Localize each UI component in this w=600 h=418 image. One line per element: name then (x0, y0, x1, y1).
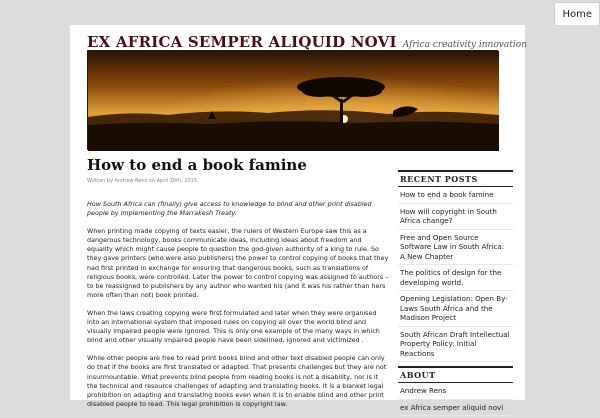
sidebar (398, 170, 513, 416)
recent-post-link[interactable]: Opening Legislation: Open By-Laws South Africa and the Madison Project (398, 291, 513, 327)
post-paragraph: When printing made copying of texts easier, the rulers of Western Europe saw this as a dangerous technology, books communicate ideas, including ideas about freedom and equality which might cause people to question the god-given authority of a king to rule. So they gave printers (who were also publishers) the power to control copying of books that they had first printed in exchange for ensuring that dangerous books, such as translations of religious books, were controlled. Later the power to control copying was assigned to authors – to be reassigned to publishers by any author who wanted his (and it was his rather than hers more often than not) book printed. (87, 227, 389, 299)
top-nav (554, 0, 600, 25)
post-lead-paragraph: How South Africa can (finally) give access to knowledge to blind and other print disabled people by implementing the Marrakesh Treaty. (87, 200, 372, 218)
sunset-acacia-image (88, 51, 499, 151)
main-content (87, 156, 389, 418)
recent-posts-list (398, 187, 513, 362)
site-title[interactable]: EX AFRICA SEMPER ALIQUID NOVI (87, 33, 397, 51)
about-link[interactable]: ex Africa semper aliquid novi (398, 400, 513, 417)
post-meta: Written by Andrew Rens on April 30th, 2015 (87, 178, 198, 184)
header-image[interactable] (87, 50, 498, 150)
page-container (70, 25, 527, 412)
recent-posts-title: RECENT POSTS (398, 170, 513, 187)
recent-post-link[interactable]: Free and Open Source Software Law in South Africa: A New Chapter (398, 230, 513, 266)
recent-post-link[interactable]: How to end a book famine (398, 187, 513, 204)
about-list (398, 383, 513, 416)
nav-home-link[interactable]: Home (554, 2, 600, 25)
post-paragraph: While other people are free to read print books blind and other text disabled people can only do that if the books are first translated or adapted. That presents challenges but they are not insurmountable. What prevents blind people from reading books is not a disability, nor is it the technical and resource challenges of adapting and translating books. It is a blanket legal prohibition on adapting and translating books even when it is to enable blind and other print disabled people to read. This legal prohibition is copyright law. (87, 354, 387, 408)
about-link[interactable]: Andrew Rens (398, 383, 513, 400)
post-title[interactable]: How to end a book famine (87, 156, 307, 174)
recent-post-link[interactable]: South African Draft Intellectual Property Policy: Initial Reactions (398, 327, 513, 363)
site-description: Africa creativity innovation (402, 40, 527, 50)
post-body (87, 200, 389, 409)
post-paragraph: When the laws creating copying were first formulated and later when they were organised into an international system that imposed rules on copying all over the world blind and visually impaired people were ignored. This is only one example of the many ways in which blind and other visually impaired people have been sidelined, ignored and victimized . (87, 308, 380, 345)
about-title: ABOUT (398, 366, 513, 383)
recent-post-link[interactable]: How will copyright in South Africa change? (398, 204, 513, 230)
recent-post-link[interactable]: The politics of design for the developing world. (398, 265, 513, 291)
